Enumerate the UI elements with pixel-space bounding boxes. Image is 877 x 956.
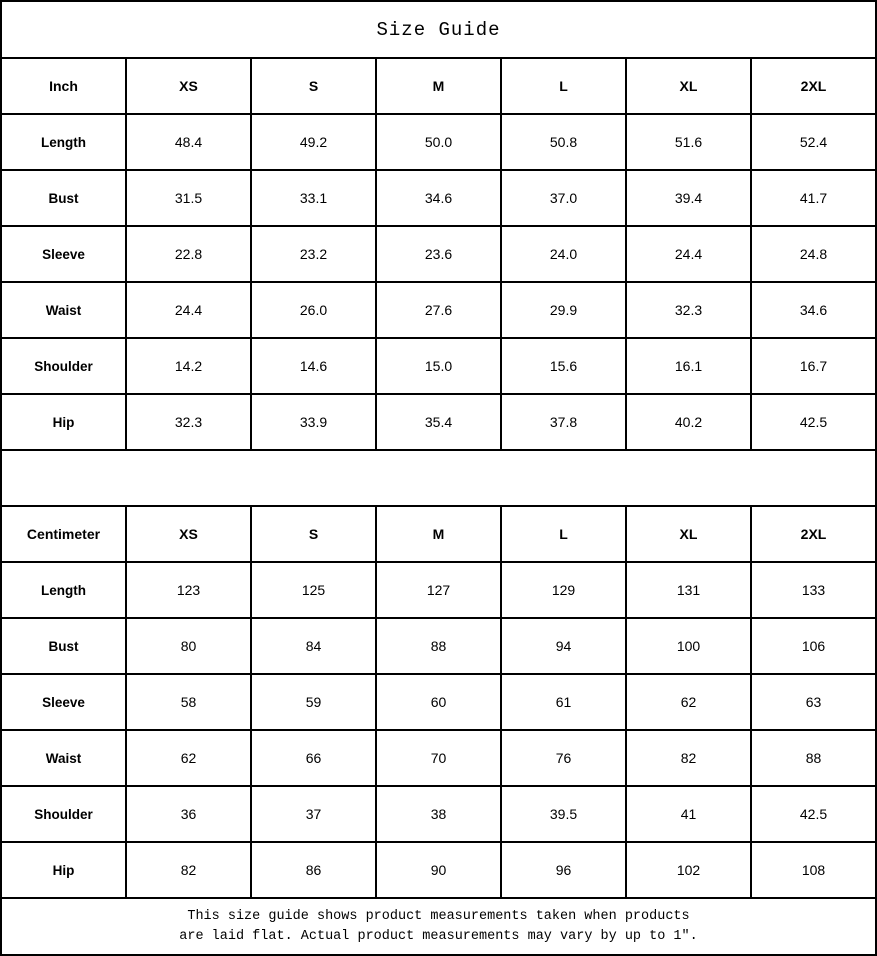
measurement-value: 76 [501,730,626,786]
size-column-header: L [501,506,626,562]
measurement-value: 82 [126,842,251,898]
measurement-row [1,674,876,730]
measurement-value: 84 [251,618,376,674]
measurement-value: 58 [126,674,251,730]
measurement-value: 34.6 [751,282,876,338]
measurement-value: 108 [751,842,876,898]
measurement-value: 82 [626,730,751,786]
measurement-label: Waist [1,730,126,786]
measurement-value: 26.0 [251,282,376,338]
measurement-value: 27.6 [376,282,501,338]
measurement-value: 63 [751,674,876,730]
measurement-row [1,338,876,394]
size-column-header: XS [126,58,251,114]
size-column-header: XL [626,58,751,114]
measurement-value: 62 [626,674,751,730]
measurement-value: 129 [501,562,626,618]
measurement-value: 35.4 [376,394,501,450]
measurement-value: 50.8 [501,114,626,170]
spacer-section [1,450,876,506]
measurement-value: 102 [626,842,751,898]
measurement-row [1,282,876,338]
measurement-value: 88 [751,730,876,786]
footnote-row [1,898,876,955]
measurement-value: 59 [251,674,376,730]
measurement-value: 31.5 [126,170,251,226]
inch-size-section [1,58,876,450]
measurement-value: 88 [376,618,501,674]
measurement-value: 94 [501,618,626,674]
measurement-value: 51.6 [626,114,751,170]
measurement-value: 131 [626,562,751,618]
measurement-label: Shoulder [1,338,126,394]
measurement-value: 16.1 [626,338,751,394]
measurement-value: 41.7 [751,170,876,226]
measurement-value: 133 [751,562,876,618]
measurement-label: Bust [1,618,126,674]
measurement-value: 14.2 [126,338,251,394]
footnote-line-2: are laid flat. Actual product measurements may vary by up to 1″. [179,928,698,944]
measurement-value: 52.4 [751,114,876,170]
measurement-value: 23.6 [376,226,501,282]
measurement-row [1,562,876,618]
measurement-value: 24.8 [751,226,876,282]
centimeter-size-section [1,506,876,898]
measurement-label: Shoulder [1,786,126,842]
size-column-header: M [376,506,501,562]
size-header-row [1,58,876,114]
measurement-value: 24.4 [626,226,751,282]
size-column-header: 2XL [751,58,876,114]
measurement-value: 14.6 [251,338,376,394]
measurement-value: 60 [376,674,501,730]
measurement-row [1,730,876,786]
measurement-value: 37.8 [501,394,626,450]
measurement-row [1,842,876,898]
measurement-value: 70 [376,730,501,786]
measurement-row [1,394,876,450]
measurement-value: 29.9 [501,282,626,338]
size-column-header: S [251,58,376,114]
measurement-value: 106 [751,618,876,674]
measurement-value: 96 [501,842,626,898]
measurement-value: 42.5 [751,394,876,450]
measurement-value: 48.4 [126,114,251,170]
footnote-section [1,898,876,955]
measurement-row [1,114,876,170]
table-gap-row [1,450,876,506]
measurement-label: Length [1,114,126,170]
measurement-label: Bust [1,170,126,226]
measurement-label: Sleeve [1,674,126,730]
measurement-value: 16.7 [751,338,876,394]
measurement-value: 62 [126,730,251,786]
measurement-label: Hip [1,842,126,898]
size-guide-footnote [1,898,876,955]
measurement-value: 61 [501,674,626,730]
measurement-value: 34.6 [376,170,501,226]
measurement-row [1,170,876,226]
measurement-value: 49.2 [251,114,376,170]
measurement-value: 125 [251,562,376,618]
size-column-header: XL [626,506,751,562]
measurement-value: 36 [126,786,251,842]
measurement-value: 86 [251,842,376,898]
measurement-value: 90 [376,842,501,898]
measurement-value: 41 [626,786,751,842]
size-column-header: M [376,58,501,114]
measurement-value: 127 [376,562,501,618]
measurement-value: 24.0 [501,226,626,282]
measurement-value: 38 [376,786,501,842]
measurement-label: Sleeve [1,226,126,282]
footnote-line-1: This size guide shows product measurements taken when products [187,908,690,924]
measurement-value: 37.0 [501,170,626,226]
size-column-header: S [251,506,376,562]
measurement-value: 32.3 [626,282,751,338]
page-title: Size Guide [1,1,876,58]
measurement-row [1,226,876,282]
size-column-header: L [501,58,626,114]
measurement-value: 33.9 [251,394,376,450]
measurement-value: 23.2 [251,226,376,282]
measurement-value: 80 [126,618,251,674]
measurement-value: 37 [251,786,376,842]
table-gap-cell [1,450,876,506]
size-header-row [1,506,876,562]
measurement-value: 123 [126,562,251,618]
measurement-value: 66 [251,730,376,786]
title-row [1,1,876,58]
measurement-label: Waist [1,282,126,338]
measurement-row [1,786,876,842]
size-column-header: 2XL [751,506,876,562]
unit-header: Centimeter [1,506,126,562]
measurement-value: 32.3 [126,394,251,450]
measurement-value: 39.5 [501,786,626,842]
measurement-value: 39.4 [626,170,751,226]
measurement-value: 15.6 [501,338,626,394]
measurement-value: 33.1 [251,170,376,226]
measurement-label: Hip [1,394,126,450]
measurement-value: 24.4 [126,282,251,338]
measurement-row [1,618,876,674]
size-column-header: XS [126,506,251,562]
unit-header: Inch [1,58,126,114]
measurement-value: 15.0 [376,338,501,394]
title-section [1,1,876,58]
measurement-label: Length [1,562,126,618]
measurement-value: 22.8 [126,226,251,282]
measurement-value: 42.5 [751,786,876,842]
measurement-value: 100 [626,618,751,674]
measurement-value: 40.2 [626,394,751,450]
measurement-value: 50.0 [376,114,501,170]
